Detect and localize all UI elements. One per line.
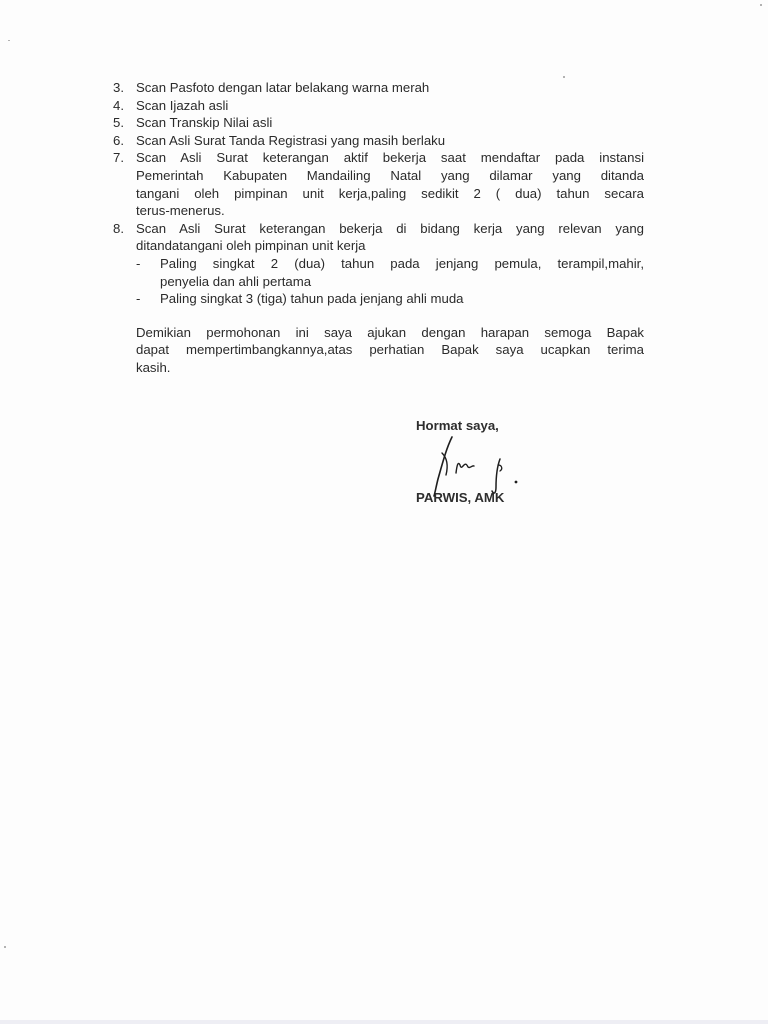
item-number: 7.: [113, 150, 124, 166]
sub-list-item: [136, 255, 644, 290]
list-item: [113, 149, 644, 219]
signature-scribble-icon: [416, 435, 536, 497]
letter-body: [113, 79, 644, 377]
signature-block: [416, 417, 576, 506]
sub-item-text-line: penyelia dan ahli pertama: [160, 273, 312, 289]
list-item: [113, 79, 644, 97]
list-item: [113, 132, 644, 150]
signature-greeting: Hormat saya,: [416, 418, 499, 433]
item-text-line: terus-menerus.: [136, 203, 225, 219]
handwritten-signature: [416, 435, 576, 495]
sub-item-text: Paling singkat 3 (tiga) tahun pada jenjang ahli muda: [160, 291, 464, 307]
sub-list-item: [136, 290, 644, 308]
closing-line: Demikian permohonan ini saya ajukan dengan harapan semoga Bapak: [136, 324, 644, 340]
closing-line: kasih.: [136, 359, 171, 375]
item-text: Scan Asli Surat Tanda Registrasi yang masih berlaku: [136, 132, 446, 148]
item-text: Scan Pasfoto dengan latar belakang warna merah: [136, 80, 430, 95]
dash-bullet: -: [136, 255, 141, 271]
scan-speck: [4, 946, 6, 948]
list-item: [113, 220, 644, 308]
item-text: Scan Ijazah asli: [136, 97, 229, 113]
scan-speck: [760, 4, 762, 6]
item-number: 4.: [113, 97, 124, 113]
list-item: [113, 97, 644, 115]
sub-list: [136, 255, 644, 308]
signatory-name: PARWIS, AMK: [416, 489, 505, 505]
requirements-list: [113, 79, 644, 308]
dash-bullet: -: [136, 291, 141, 307]
item-text-line: Pemerintah Kabupaten Mandailing Natal yang dilamar yang ditanda: [136, 167, 644, 183]
item-text: Scan Transkip Nilai asli: [136, 115, 273, 131]
closing-line: dapat mempertimbangkannya,atas perhatian Bapak saya ucapkan terima: [136, 342, 644, 358]
item-number: 6.: [113, 132, 124, 148]
item-number: 3.: [113, 80, 124, 95]
item-number: 8.: [113, 220, 124, 236]
item-text-line: ditandatangani oleh pimpinan unit kerja: [136, 238, 366, 254]
list-item: [113, 114, 644, 132]
item-text-line: Scan Asli Surat keterangan aktif bekerja saat mendaftar pada instansi: [136, 150, 644, 166]
item-text-line: Scan Asli Surat keterangan bekerja di bidang kerja yang relevan yang: [136, 220, 644, 236]
sub-item-text-line: Paling singkat 2 (dua) tahun pada jenjang pemula, terampil,mahir,: [160, 255, 644, 271]
scan-speck: [563, 76, 565, 78]
scan-speck: [8, 40, 10, 41]
closing-paragraph: [113, 324, 644, 377]
item-number: 5.: [113, 115, 124, 131]
item-text-line: tangani oleh pimpinan unit kerja,paling sedikit 2 ( dua) tahun secara: [136, 185, 644, 201]
scan-bottom-edge: [0, 1020, 768, 1024]
